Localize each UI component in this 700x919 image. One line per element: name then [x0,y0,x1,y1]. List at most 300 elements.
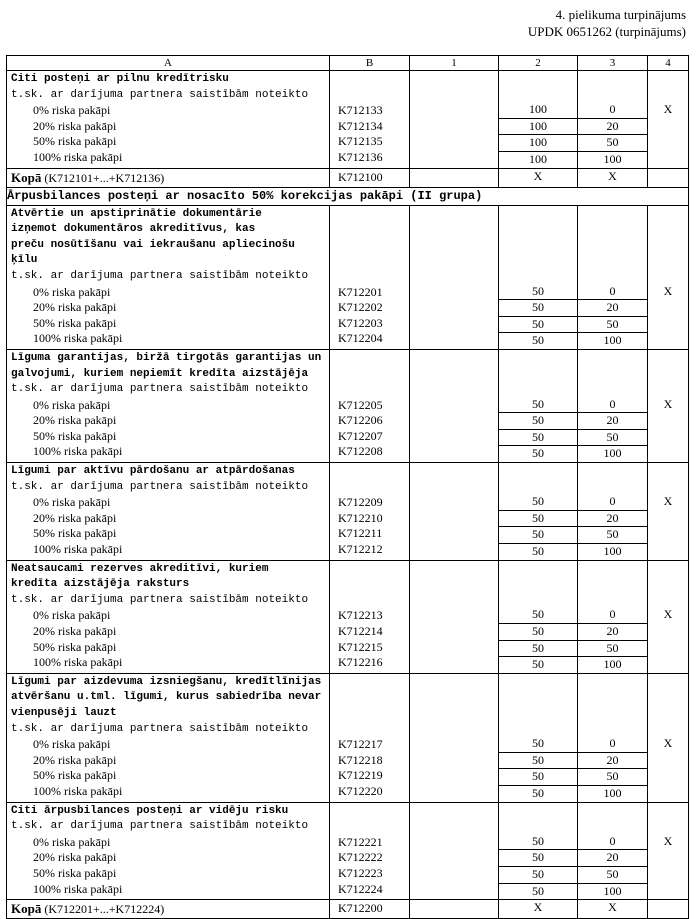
group-col-3 [578,673,648,802]
spacer [648,87,688,103]
spacer [648,592,688,608]
spacer [338,351,401,367]
spacer [410,206,498,222]
spacer [410,463,498,479]
row-col-1 [410,102,498,118]
spacer [410,268,498,284]
spacer [578,818,647,834]
total-col-3-value: X [608,900,617,915]
row-col-4-value [648,510,688,526]
spacer [499,221,577,237]
row-col-4-value: X [663,396,673,411]
row-col-4-value [648,654,688,670]
spacer [648,689,688,705]
spacer [578,268,647,284]
group-col-b [330,71,410,169]
row-col-3-value: 0 [578,607,647,624]
row-col-1 [410,783,498,799]
group-subheading: t.sk. ar darījuma partnera saistībām noteikto [11,480,309,493]
row-col-3-value: 100 [603,883,622,898]
col-header-1: 1 [410,56,499,71]
row-col-1 [410,623,498,639]
spacer [648,561,688,577]
spacer [410,479,498,495]
row-col-1 [410,881,498,897]
row-col-4-value [648,865,688,881]
row-col-2-value: 50 [532,883,544,898]
row-col-4-value [648,623,688,639]
total-col-2-value: X [533,168,543,183]
row-col-4-value [648,639,688,655]
spacer [578,463,647,479]
row-label: 100% riska pakāpi [33,331,123,346]
group-col-1 [410,349,499,462]
group-col-b [330,205,410,349]
group-col-4 [648,802,689,900]
total-label-bold: Kopā [11,169,42,185]
row-col-1 [410,639,498,655]
row-col-2-value: 100 [499,119,577,136]
row-col-2-value: 50 [499,511,577,528]
group-block [7,802,689,900]
col-header-3: 3 [578,56,648,71]
spacer [499,705,577,721]
group-title-line: Neatsaucami rezerves akreditīvi, kuriem [11,562,269,575]
total-col-2-value: X [533,900,543,915]
row-code: K712220 [338,783,383,798]
group-col-1 [410,673,499,802]
row-col-2-value: 50 [499,300,577,317]
spacer [499,237,577,253]
row-col-1 [410,412,498,428]
row-code: K712211 [338,526,383,541]
row-col-1 [410,510,498,526]
row-col-1 [410,541,498,557]
row-col-2-value: 50 [499,850,577,867]
spacer [578,87,647,103]
spacer [648,705,688,721]
row-code: K712204 [338,331,383,346]
group-col-2 [499,560,578,673]
row-code: K712223 [338,865,383,880]
spacer [499,268,577,284]
spacer [648,463,688,479]
group-col-2 [499,673,578,802]
group-col-a [7,205,330,349]
row-col-2-value: 50 [499,430,577,447]
spacer [338,577,401,593]
group-col-b [330,673,410,802]
spacer [410,689,498,705]
row-col-3-value: 100 [603,333,622,348]
row-label: 0% riska pakāpi [33,834,111,849]
row-code: K712201 [338,284,383,299]
header-line-1: 4. pielikuma turpinājums [555,7,686,22]
row-label: 100% riska pakāpi [33,542,123,557]
row-col-4-value [648,783,688,799]
row-code: K712136 [338,149,383,164]
spacer [338,222,401,238]
group-col-4 [648,349,689,462]
spacer [578,561,647,577]
section-title: Ārpusbilances posteņi ar nosacīto 50% korekcijas pakāpi (II grupa) [7,187,689,205]
row-col-3-value: 50 [578,641,647,658]
row-code: K712217 [338,737,383,752]
spacer [410,674,498,690]
spacer [578,576,647,592]
row-col-2-value: 50 [499,834,577,851]
spacer [410,252,498,268]
group-col-3 [578,205,648,349]
row-col-1 [410,834,498,850]
row-col-4-value [648,525,688,541]
row-col-2-value: 50 [532,785,544,800]
group-title-line: preču nosūtīšanu vai iekraušanu apliecinošu [11,238,295,251]
row-col-2-value: 50 [499,317,577,334]
spacer [410,561,498,577]
row-col-2-value: 50 [499,413,577,430]
row-col-1 [410,767,498,783]
row-code: K712209 [338,495,383,510]
group-subheading: t.sk. ar darījuma partnera saistībām noteikto [11,593,309,606]
group-block [7,673,689,802]
row-col-3-value: 0 [578,102,647,119]
group-col-2 [499,463,578,561]
row-code: K712134 [338,118,383,133]
row-col-1 [410,494,498,510]
spacer [499,206,577,222]
row-col-3-value: 50 [578,527,647,544]
group-block [7,349,689,462]
spacer [499,561,577,577]
row-code: K712208 [338,444,383,459]
spacer [648,268,688,284]
spacer [578,674,647,690]
row-col-4-value [648,767,688,783]
group-subheading: t.sk. ar darījuma partnera saistībām noteikto [11,820,309,833]
row-col-1 [410,849,498,865]
row-col-3-value: 20 [578,624,647,641]
spacer [338,480,401,496]
group-title-line: ķīlu [11,254,38,267]
spacer [410,803,498,819]
total-row [7,168,689,187]
row-label: 20% riska pakāpi [33,413,117,428]
group-col-a [7,802,330,900]
row-label: 20% riska pakāpi [33,850,117,865]
report-table [6,55,689,919]
spacer [338,382,401,398]
total-label [7,900,330,919]
row-col-2-value: 100 [499,135,577,152]
group-col-a [7,349,330,462]
row-label: 20% riska pakāpi [33,510,117,525]
group-subheading: t.sk. ar darījuma partnera saistībām noteikto [11,722,309,735]
group-title-line: izņemot dokumentāros akreditīvus, kas [11,223,256,236]
group-col-4 [648,463,689,561]
group-col-4 [648,205,689,349]
spacer [578,366,647,382]
row-col-1 [410,315,498,331]
spacer [338,88,401,104]
total-col-3 [578,168,648,187]
spacer [410,71,498,87]
row-col-1 [410,525,498,541]
row-col-4-value [648,118,688,134]
spacer [578,350,647,366]
row-label: 50% riska pakāpi [33,315,117,330]
row-col-3-value: 100 [603,446,622,461]
row-label: 50% riska pakāpi [33,865,117,880]
spacer [648,576,688,592]
total-label [7,168,330,187]
row-label: 100% riska pakāpi [33,149,123,164]
group-subheading: t.sk. ar darījuma partnera saistībām noteikto [11,269,309,282]
row-col-4-value [648,849,688,865]
row-col-2-value: 100 [529,151,547,166]
spacer [410,350,498,366]
row-label: 50% riska pakāpi [33,768,117,783]
row-col-1 [410,428,498,444]
row-code: K712206 [338,413,383,428]
spacer [410,721,498,737]
spacer [499,479,577,495]
spacer [578,237,647,253]
row-label: 50% riska pakāpi [33,134,117,149]
row-label: 20% riska pakāpi [33,752,117,767]
row-col-3-value: 0 [578,397,647,414]
total-code: K712200 [330,900,410,919]
row-code: K712207 [338,428,383,443]
row-col-1 [410,284,498,300]
total-col-1 [410,900,499,919]
row-code: K712224 [338,881,383,896]
spacer [338,722,401,738]
row-code: K712205 [338,397,383,412]
column-header-row [7,56,689,71]
spacer [648,721,688,737]
row-col-3-value: 50 [578,135,647,152]
total-col-3-value: X [608,168,617,183]
group-col-2 [499,802,578,900]
group-block [7,205,689,349]
row-code: K712133 [338,103,383,118]
row-label: 50% riska pakāpi [33,526,117,541]
spacer [499,350,577,366]
row-label: 50% riska pakāpi [33,639,117,654]
spacer [578,721,647,737]
spacer [648,366,688,382]
total-label-bold: Kopā [11,901,42,917]
row-col-2-value: 50 [499,494,577,511]
col-header-a: A [7,56,330,71]
spacer [499,803,577,819]
spacer [648,221,688,237]
total-label-range: (K712101+...+K712136) [41,170,165,185]
spacer [499,252,577,268]
spacer [410,221,498,237]
col-header-4: 4 [648,56,689,71]
group-title-line: kredīta aizstājēja raksturs [11,578,190,591]
row-col-4-value [648,149,688,165]
spacer [338,269,401,285]
row-col-3-value: 50 [578,769,647,786]
spacer [648,237,688,253]
total-col-2 [499,900,578,919]
row-col-1 [410,330,498,346]
spacer [338,804,401,820]
row-label: 50% riska pakāpi [33,428,117,443]
spacer [578,206,647,222]
group-col-a [7,71,330,169]
row-code: K712216 [338,655,383,670]
row-label: 0% riska pakāpi [33,103,111,118]
group-title-line: vienpusēji lauzt [11,706,117,719]
row-label: 100% riska pakāpi [33,655,123,670]
header-line-2: UPDK 0651262 (turpinājums) [527,24,686,39]
spacer [578,252,647,268]
spacer [499,576,577,592]
spacer [338,72,401,88]
group-col-4 [648,560,689,673]
row-col-1 [410,736,498,752]
total-col-4 [648,900,689,919]
row-col-4-value [648,315,688,331]
row-col-4-value [648,330,688,346]
group-col-b [330,463,410,561]
group-col-2 [499,205,578,349]
row-code: K712212 [338,542,383,557]
spacer [499,71,577,87]
row-code: K712213 [338,608,383,623]
spacer [410,576,498,592]
spacer [648,381,688,397]
row-col-4-value: X [663,736,673,751]
row-col-4-value: X [663,833,673,848]
row-col-2-value: 50 [532,333,544,348]
spacer [410,592,498,608]
row-code: K712203 [338,315,383,330]
row-col-3-value: 20 [578,300,647,317]
spacer [338,706,401,722]
group-block [7,463,689,561]
row-col-3-value: 0 [578,834,647,851]
row-col-2-value: 50 [499,641,577,658]
spacer [648,252,688,268]
spacer [578,381,647,397]
row-col-4-value: X [663,494,673,509]
spacer [410,237,498,253]
row-col-4-value [648,443,688,459]
row-code: K712214 [338,624,383,638]
row-code: K712219 [338,768,383,783]
row-label: 0% riska pakāpi [33,737,111,752]
col-header-2: 2 [499,56,578,71]
spacer [338,675,401,691]
group-col-4 [648,673,689,802]
row-col-3-value: 20 [578,119,647,136]
spacer [410,705,498,721]
row-col-3-value: 20 [578,753,647,770]
spacer [338,562,401,578]
row-code: K712222 [338,850,383,865]
row-col-3-value: 0 [578,494,647,511]
row-col-4-value: X [663,607,673,622]
group-col-b [330,802,410,900]
spacer [410,87,498,103]
spacer [499,463,577,479]
row-col-3-value: 100 [603,785,622,800]
row-col-1 [410,299,498,315]
col-header-b: B [330,56,410,71]
spacer [578,689,647,705]
row-col-4-value [648,881,688,897]
spacer [338,690,401,706]
spacer [648,674,688,690]
section-header-row [7,187,689,205]
spacer [338,238,401,254]
row-label: 0% riska pakāpi [33,495,111,510]
row-col-2-value: 50 [499,624,577,641]
total-row [7,900,689,919]
spacer [338,367,401,383]
row-col-3-value: 50 [578,867,647,884]
row-col-1 [410,752,498,768]
group-title-line: Atvērtie un apstiprinātie dokumentārie [11,207,262,220]
group-col-b [330,349,410,462]
group-col-3 [578,560,648,673]
row-col-2-value: 50 [499,607,577,624]
row-code: K712135 [338,134,383,149]
row-col-4-value [648,133,688,149]
total-col-4 [648,168,689,187]
row-col-1 [410,133,498,149]
spacer [410,366,498,382]
row-col-3-value: 50 [578,430,647,447]
row-label: 100% riska pakāpi [33,881,123,896]
row-col-2-value: 50 [499,284,577,301]
spacer [499,381,577,397]
row-col-2-value: 50 [532,544,544,559]
spacer [578,221,647,237]
row-label: 0% riska pakāpi [33,608,111,623]
row-code: K712202 [338,300,383,315]
row-col-1 [410,865,498,881]
row-col-3-value: 20 [578,850,647,867]
row-col-4-value [648,299,688,315]
group-title-line: Līgumi par aizdevuma izsniegšanu, kredītlīnijas [11,675,322,688]
row-col-2-value: 50 [499,527,577,544]
group-col-a [7,560,330,673]
spacer [578,803,647,819]
group-block [7,71,689,169]
spacer [499,689,577,705]
group-col-2 [499,349,578,462]
row-label: 100% riska pakāpi [33,444,123,459]
row-col-4-value: X [663,283,673,298]
row-label: 100% riska pakāpi [33,783,123,798]
row-col-3-value: 20 [578,413,647,430]
total-code: K712100 [330,168,410,187]
group-title-line: Līguma garantijas, biržā tirgotās garantijas un [11,351,322,364]
spacer [578,592,647,608]
row-label: 20% riska pakāpi [33,118,117,133]
group-col-3 [578,71,648,169]
row-label: 20% riska pakāpi [33,300,117,315]
total-col-3 [578,900,648,919]
row-col-1 [410,149,498,165]
row-col-2-value: 100 [499,102,577,119]
